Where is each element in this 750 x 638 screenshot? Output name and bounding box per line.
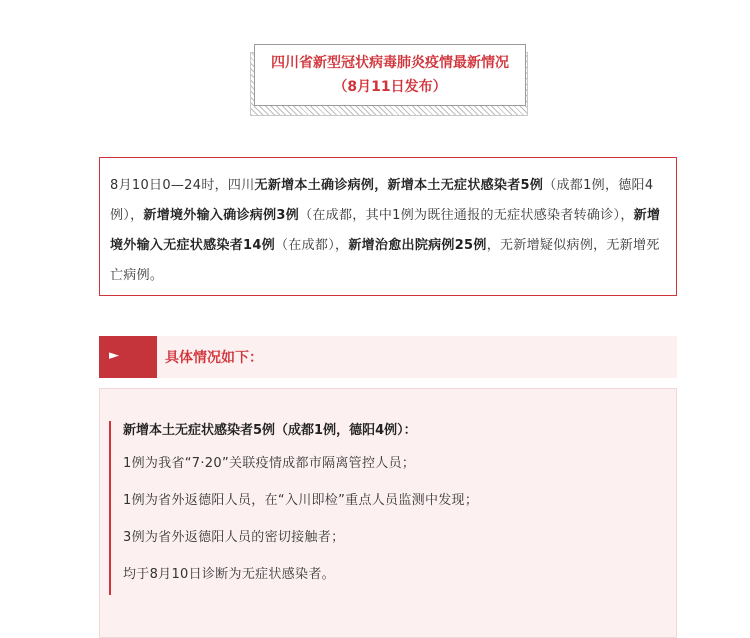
summary-bold-4: 新增治愈出院病例25例	[348, 238, 487, 253]
section-title: 具体情况如下：	[165, 350, 263, 366]
detail-panel	[99, 388, 677, 638]
section-marker	[99, 336, 157, 378]
summary-text-2: （成都1例，德阳4例），	[110, 178, 654, 223]
summary-text-5: ，无新增疑似病例，无新增死亡病例。	[110, 238, 660, 283]
detail-line: 3例为省外返德阳人员的密切接触者；	[123, 530, 345, 545]
summary-bold-1: 无新增本土确诊病例，新增本土无症状感染者5例	[254, 178, 544, 193]
play-arrow-icon: ►	[109, 348, 119, 363]
summary-bold-3: 新增境外输入无症状感染者14例	[110, 208, 661, 253]
detail-heading: 新增本土无症状感染者5例（成都1例，德阳4例）：	[123, 423, 417, 438]
detail-line: 1例为省外返德阳人员，在“入川即检”重点人员监测中发现；	[123, 493, 479, 508]
title-line-1: 四川省新型冠状病毒肺炎疫情最新情况	[271, 55, 509, 71]
title-line-2: （8月11日发布）	[333, 79, 447, 95]
summary-text-3: （在成都，其中1例为既往通报的无症状感染者转确诊），	[299, 208, 634, 223]
summary-text-1: 8月10日0—24时，四川	[110, 178, 255, 193]
page-title	[254, 44, 526, 106]
detail-line: 均于8月10日诊断为无症状感染者。	[123, 567, 335, 582]
detail-content	[109, 421, 683, 595]
detail-line: 1例为我省“7·20”关联疫情成都市隔离管控人员；	[123, 456, 416, 471]
section-header	[99, 336, 677, 378]
summary-box	[99, 157, 677, 296]
summary-text-4: （在成都），	[275, 238, 349, 253]
title-banner	[250, 44, 530, 116]
summary-bold-2: 新增境外输入确诊病例3例	[143, 208, 300, 223]
